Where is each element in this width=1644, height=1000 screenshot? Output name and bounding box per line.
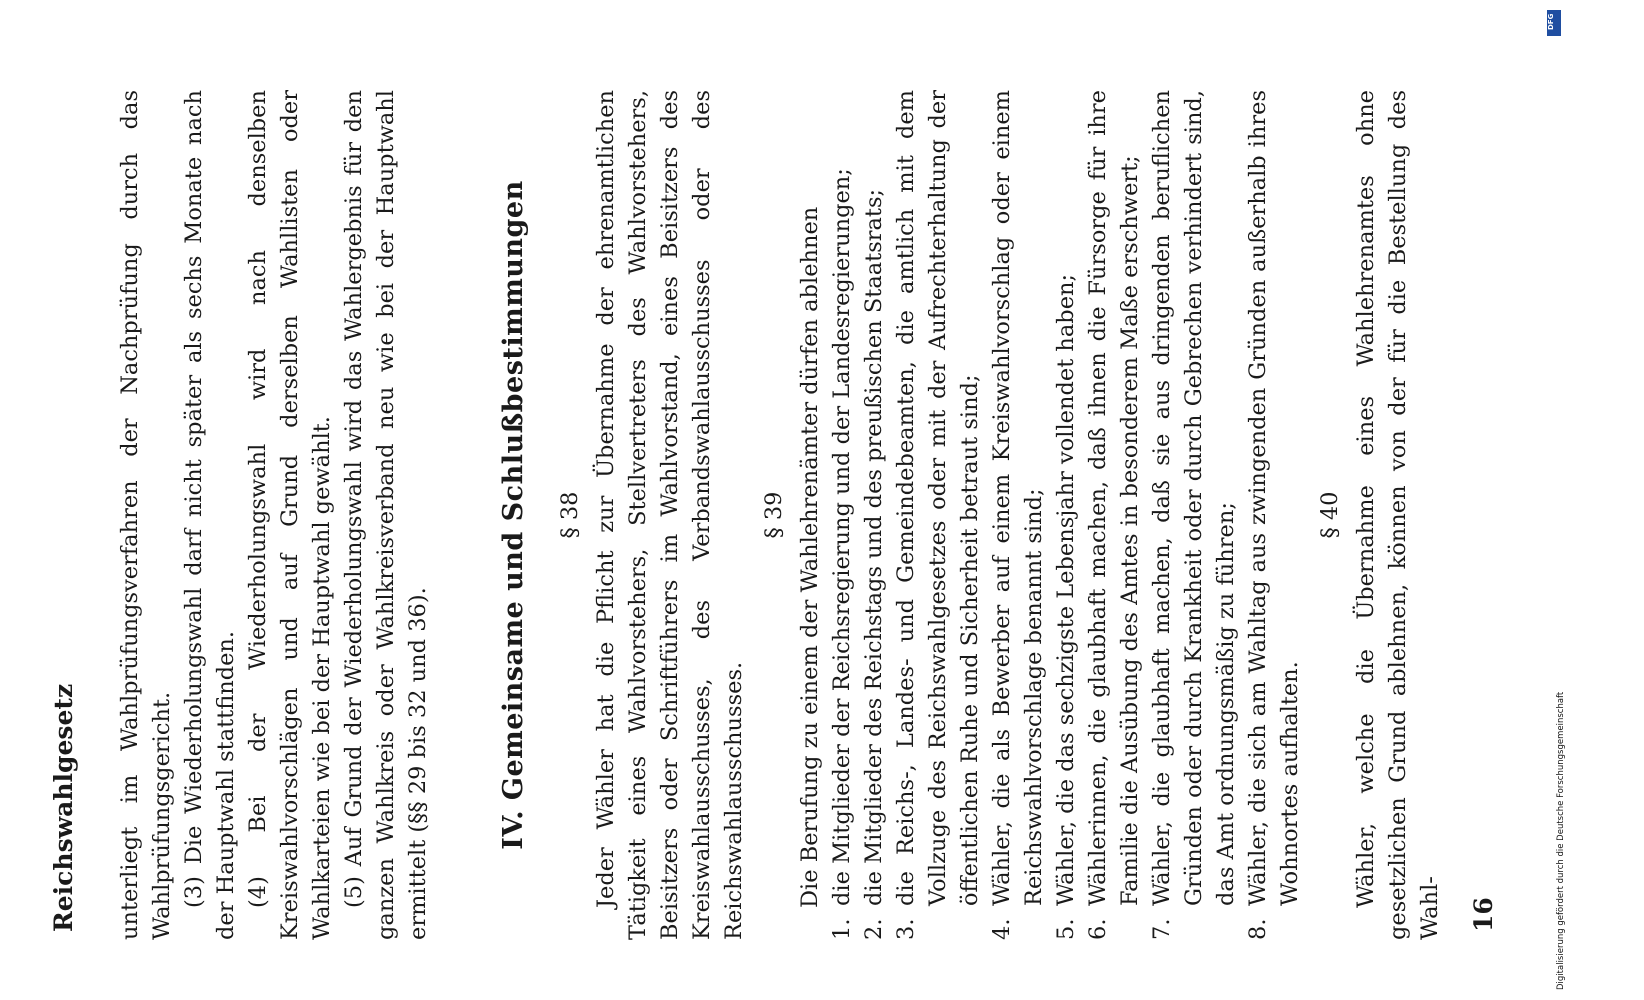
section-mark-38: § 38	[557, 491, 583, 539]
list-item-number: 5.	[1053, 918, 1079, 940]
section-40-text: Wähler, welche die Übernahme eines Wahlehrenamtes ohne gesetzlichen Grund ablehnen, können von der für die Bestellung des Wahl-	[1353, 90, 1443, 940]
list-item-text: Wähler, die als Bewerber auf einem Kreiswahlvorschlag oder einem Reichswahlvorschlage benannt sind;	[989, 90, 1047, 906]
list-item-number: 8.	[1245, 918, 1271, 940]
paragraph-continuation: unterliegt im Wahlprüfungsverfahren der Nachprüfung durch das Wahlprüfungsgericht.	[117, 90, 175, 940]
list-item-text: Wähler, die das sechzigste Lebensjahr vollendet haben;	[1053, 273, 1079, 906]
list-item	[986, 90, 1050, 940]
section-heading: IV. Gemeinsame und Schlußbestimmungen	[498, 180, 529, 850]
section-39-intro: Die Berufung zu einem der Wahlehrenämter dürfen ablehnen	[797, 206, 823, 908]
section-mark-39: § 39	[761, 491, 787, 539]
list-item-number: 6.	[1085, 918, 1111, 940]
list-item	[1146, 90, 1242, 940]
list-item	[1050, 90, 1082, 940]
section-39-list	[826, 90, 1306, 940]
list-item-text: die Reichs-, Landes- und Gemeindebeamten, die amtlich mit dem Vollzuge des Reichswahlgesetzes oder mit der Aufrechterhaltung der öffentlichen Ruhe und Sicherheit betraut sind;	[893, 90, 983, 906]
list-item	[1082, 90, 1146, 940]
list-item-number: 3.	[893, 918, 919, 940]
list-item-number: 2.	[861, 918, 887, 940]
paragraph-5: (5) Auf Grund der Wiederholungswahl wird das Wahlergebnis für den ganzen Wahlkreis oder Wahlkreisverband neu wie bei der Hauptwahl ermittelt (§§ 29 bis 32 und 36).	[341, 90, 431, 940]
list-item-number: 1.	[829, 918, 855, 940]
list-item-text: die Mitglieder des Reichstags und des preußischen Staatsrats;	[861, 188, 887, 906]
dfg-logo-text: DFG	[1547, 13, 1555, 30]
list-item-text: Wähler, die glaubhaft machen, daß sie aus dringenden beruflichen Gründen oder durch Krankheit oder durch Gebrechen verhindert sind, das Amt ordnungsmäßig zu führen;	[1149, 90, 1239, 906]
list-item-text: Wählerinnen, die glaubhaft machen, daß ihnen die Fürsorge für ihre Familie die Ausübung des Amtes in besonderem Maße erschwert;	[1085, 90, 1143, 906]
digitization-credit	[1545, 10, 1567, 990]
list-item	[858, 90, 890, 940]
section-38-text: Jeder Wähler hat die Pflicht zur Übernahme der ehrenamtlichen Tätigkeit eines Wahlvorstehers, Stellvertreters des Wahlvorstehers, Beisitzers oder Schriftführers im Wahlvorstand, eines Beisitzers des Kreiswahlausschusses, des Verbandswahlausschusses oder des Reichswahlausschusses.	[593, 90, 747, 940]
page-number: 16	[1469, 897, 1498, 932]
running-header: Reichswahlgesetz	[49, 683, 78, 932]
list-item-text: die Mitglieder der Reichsregierung und der Landesregierungen;	[829, 168, 855, 906]
list-item	[826, 90, 858, 940]
list-item	[1242, 90, 1306, 940]
list-item-number: 7.	[1149, 918, 1175, 940]
paragraph-4: (4) Bei der Wiederholungswahl wird nach denselben Kreiswahlvorschlägen und auf Grund derselben Wahllisten oder Wahlkarteien wie bei der Hauptwahl gewählt.	[245, 90, 335, 940]
credit-text: Digitalisierung gefördert durch die Deutsche Forschungsgemeinschaft	[1556, 691, 1566, 990]
section-mark-40: § 40	[1317, 491, 1343, 539]
list-item	[890, 90, 986, 940]
list-item-text: Wähler, die sich am Wahltag aus zwingenden Gründen außerhalb ihres Wohnortes aufhalten.	[1245, 90, 1303, 906]
paragraph-3: (3) Die Wiederholungswahl darf nicht später als sechs Monate nach der Hauptwahl stattfinden.	[181, 90, 239, 940]
list-item-number: 4.	[989, 918, 1015, 940]
